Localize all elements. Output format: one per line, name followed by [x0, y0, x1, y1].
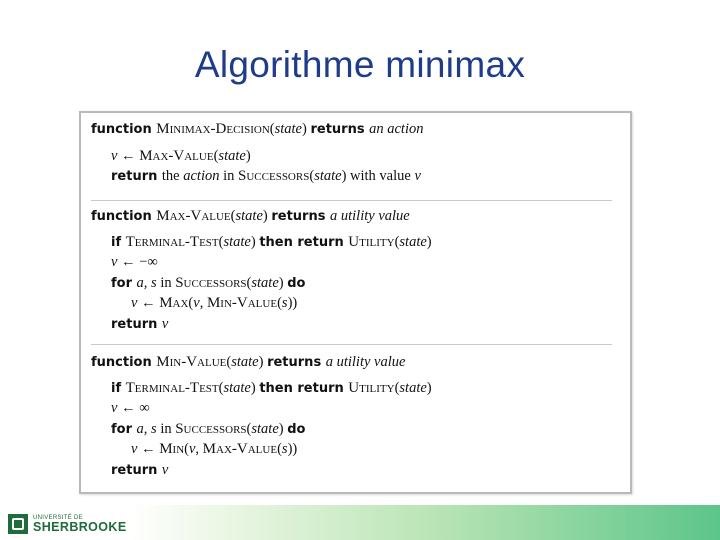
algorithm-line: [111, 462, 168, 479]
slide-title: Algorithme minimax: [194, 44, 526, 85]
code-token: action: [183, 168, 220, 184]
code-token: function: [91, 209, 157, 224]
algorithm-line: [111, 380, 432, 397]
code-token: return: [111, 463, 162, 478]
code-token: Max-Value: [202, 441, 278, 457]
code-token: a, s: [136, 421, 157, 437]
code-token: Successors: [175, 421, 247, 437]
code-token: ←: [137, 295, 160, 311]
code-token: if: [111, 381, 126, 396]
code-token: ): [245, 148, 251, 164]
code-token: then return: [259, 381, 349, 396]
code-token: Utility: [348, 234, 395, 250]
code-token: ): [426, 234, 432, 250]
code-token: (: [218, 234, 224, 250]
code-token: state: [235, 208, 263, 224]
code-token: (: [246, 421, 252, 437]
code-token: state: [218, 148, 246, 164]
algorithm-line: [111, 148, 251, 165]
logo-mark-icon: [8, 514, 28, 534]
algorithm-line: [111, 275, 306, 292]
code-token: state: [399, 234, 427, 250]
code-token: Terminal-Test: [125, 234, 219, 250]
code-token: ,: [195, 441, 203, 457]
code-token: a, s: [136, 275, 157, 291]
code-token: (: [213, 148, 219, 164]
code-token: for: [111, 276, 137, 291]
code-token: (: [218, 380, 224, 396]
code-token: Max: [159, 295, 189, 311]
code-token: Successors: [175, 275, 247, 291]
code-token: s: [281, 441, 288, 457]
logo-big-text: SHERBROOKE: [33, 519, 127, 534]
code-token: return: [111, 317, 162, 332]
code-token: Max-Value: [156, 208, 231, 224]
code-token: in: [219, 168, 239, 184]
code-token: do: [287, 276, 306, 291]
separator: [91, 200, 612, 201]
code-token: (: [226, 354, 232, 370]
code-token: (: [394, 380, 400, 396]
code-token: (: [269, 121, 275, 137]
code-token: if: [111, 235, 126, 250]
code-token: state: [314, 168, 342, 184]
code-token: Successors: [238, 168, 310, 184]
code-token: for: [111, 422, 137, 437]
code-token: return: [111, 169, 162, 184]
code-token: (: [309, 168, 315, 184]
code-token: Max-Value: [139, 148, 214, 164]
code-token: Min: [159, 441, 185, 457]
code-token: ): [258, 354, 268, 370]
code-token: ← ∞: [117, 400, 150, 416]
code-token: returns: [310, 122, 370, 137]
code-token: Minimax-Decision: [156, 121, 270, 137]
code-token: a utility value: [325, 354, 406, 370]
code-token: (: [230, 208, 236, 224]
code-token: v: [188, 441, 196, 457]
code-token: (: [188, 295, 194, 311]
algorithm-line: [111, 400, 150, 417]
code-token: (: [277, 295, 282, 311]
code-token: v: [111, 400, 118, 416]
code-token: ←: [117, 148, 140, 164]
code-token: ): [426, 380, 432, 396]
separator: [91, 344, 612, 345]
code-token: ← −∞: [117, 254, 158, 270]
code-token: state: [223, 380, 251, 396]
code-token: v: [111, 148, 118, 164]
code-token: ): [250, 380, 260, 396]
code-token: v: [111, 254, 118, 270]
code-token: v: [131, 441, 138, 457]
code-token: state: [223, 234, 251, 250]
code-token: v: [193, 295, 200, 311]
code-token: Utility: [348, 380, 395, 396]
code-token: v: [161, 316, 169, 332]
code-token: the: [161, 168, 184, 184]
code-token: ): [302, 121, 311, 137]
code-token: )): [287, 441, 298, 457]
algorithm-line: [91, 208, 410, 225]
algorithm-line: [111, 421, 306, 438]
code-token: Terminal-Test: [125, 380, 219, 396]
code-token: ,: [199, 295, 207, 311]
algorithm-line: [91, 121, 423, 138]
code-token: returns: [267, 355, 326, 370]
code-token: then return: [259, 235, 349, 250]
code-token: v: [131, 295, 138, 311]
code-token: )): [287, 295, 298, 311]
code-token: a utility value: [330, 208, 410, 224]
code-token: ) with value: [341, 168, 415, 184]
algorithm-line: [91, 354, 405, 371]
algorithm-line: [111, 234, 432, 251]
code-token: v: [414, 168, 421, 184]
code-token: in: [156, 275, 176, 291]
code-token: (: [184, 441, 189, 457]
code-token: v: [161, 462, 169, 478]
code-token: ): [278, 421, 288, 437]
code-token: s: [281, 295, 288, 311]
code-token: ): [262, 208, 272, 224]
code-token: do: [287, 422, 306, 437]
code-token: Min-Value: [206, 295, 278, 311]
code-token: state: [231, 354, 259, 370]
code-token: (: [246, 275, 252, 291]
algorithm-line: [111, 254, 158, 271]
code-token: (: [277, 441, 282, 457]
code-token: in: [156, 421, 176, 437]
university-logo: [8, 512, 127, 536]
logo-small-text: UNIVERSITÉ DE: [33, 514, 83, 521]
algorithm-line: [131, 295, 297, 312]
code-token: returns: [271, 209, 330, 224]
code-token: Min-Value: [156, 354, 227, 370]
code-token: ): [278, 275, 288, 291]
algorithm-line: [111, 316, 168, 333]
code-token: (: [394, 234, 400, 250]
algorithm-line: [131, 441, 297, 458]
code-token: ←: [137, 441, 160, 457]
code-token: ): [250, 234, 260, 250]
code-token: state: [251, 421, 279, 437]
algorithm-line: [111, 168, 421, 185]
code-token: function: [91, 355, 157, 370]
code-token: an action: [369, 121, 424, 137]
code-token: state: [274, 121, 302, 137]
algorithm-box: [79, 111, 632, 494]
code-token: state: [399, 380, 427, 396]
code-token: function: [91, 122, 157, 137]
code-token: state: [251, 275, 279, 291]
